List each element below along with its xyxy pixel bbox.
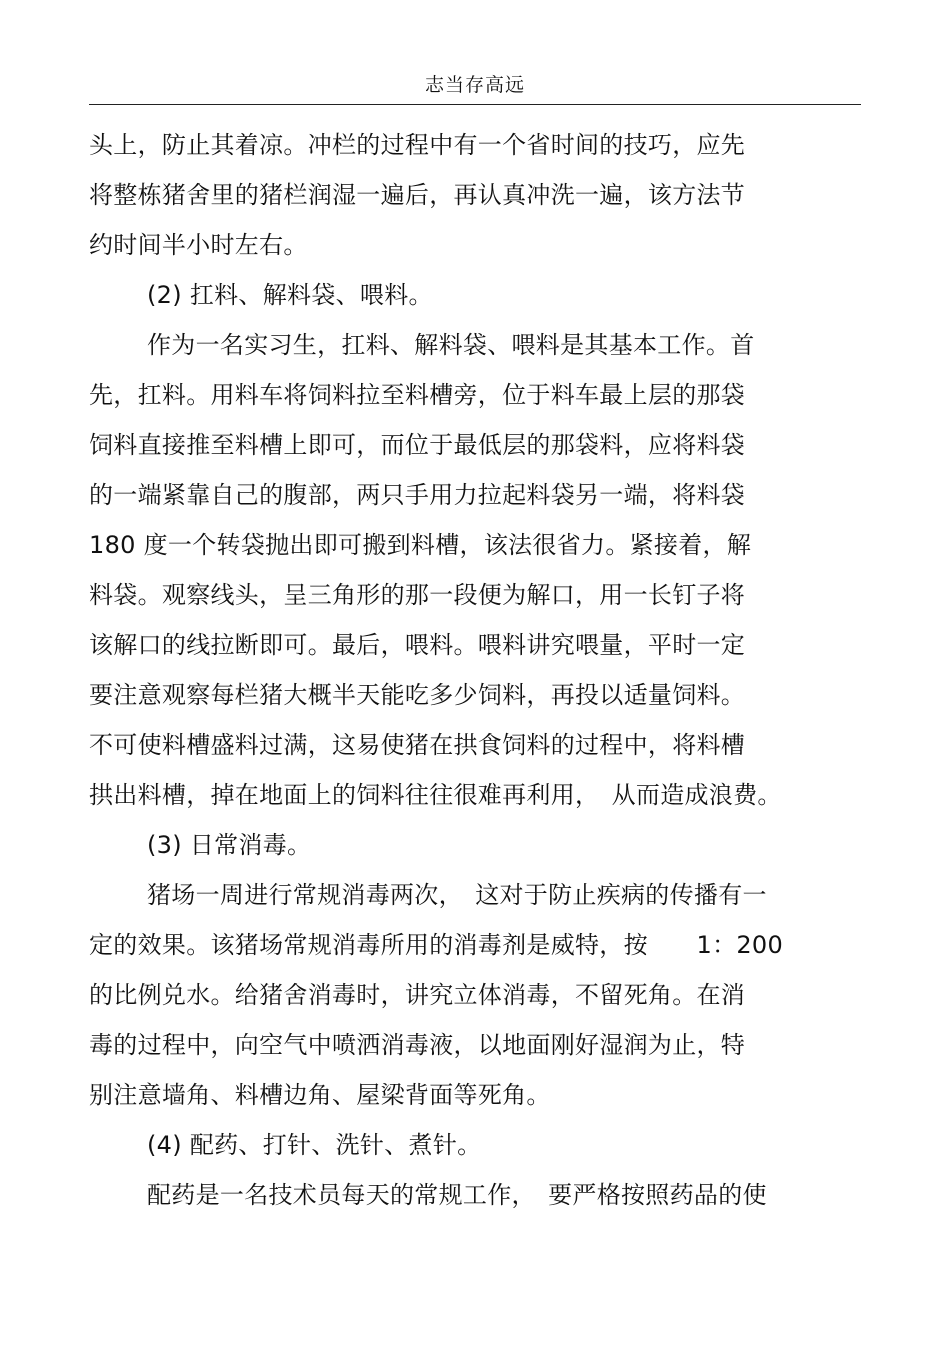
text-line: 约时间半小时左右。 xyxy=(89,231,308,259)
text-line: 的比例兑水。给猪舍消毒时，讲究立体消毒，不留死角。在消 xyxy=(89,981,746,1009)
section-heading: (2) 扛料、解料袋、喂料。 xyxy=(147,281,433,309)
text-line: 先，扛料。用料车将饲料拉至料槽旁，位于料车最上层的那袋 xyxy=(89,381,746,409)
text-line: 拱出料槽，掉在地面上的饲料往往很难再利用， 从而造成浪费。 xyxy=(89,781,782,809)
text-line: 该解口的线拉断即可。最后，喂料。喂料讲究喂量，平时一定 xyxy=(89,631,746,659)
text-line: 将整栋猪舍里的猪栏润湿一遍后，再认真冲洗一遍，该方法节 xyxy=(89,181,746,209)
section-heading: (3) 日常消毒。 xyxy=(147,831,312,859)
text-line: 猪场一周进行常规消毒两次， 这对于防止疾病的传播有一 xyxy=(147,881,767,909)
text-line: 定的效果。该猪场常规消毒所用的消毒剂是威特，按 1：200 xyxy=(89,931,784,959)
text-line: 作为一名实习生，扛料、解料袋、喂料是其基本工作。首 xyxy=(147,331,755,359)
text-line: 头上，防止其着凉。冲栏的过程中有一个省时间的技巧，应先 xyxy=(89,131,746,159)
text-line: 料袋。观察线头，呈三角形的那一段便为解口，用一长钉子将 xyxy=(89,581,746,609)
text-line: 饲料直接推至料槽上即可，而位于最低层的那袋料，应将料袋 xyxy=(89,431,746,459)
text-line: 毒的过程中，向空气中喷洒消毒液，以地面刚好湿润为止，特 xyxy=(89,1031,746,1059)
body-text xyxy=(89,120,869,1220)
text-line: 配药是一名技术员每天的常规工作， 要严格按照药品的使 xyxy=(147,1181,767,1209)
text-line: 要注意观察每栏猪大概半天能吃多少饲料，再投以适量饲料。 xyxy=(89,681,746,709)
text-line: 180 度一个转袋抛出即可搬到料槽，该法很省力。紧接着，解 xyxy=(89,531,752,559)
text-line: 不可使料槽盛料过满，这易使猪在拱食饲料的过程中，将料槽 xyxy=(89,731,746,759)
header-divider xyxy=(89,104,861,105)
text-line: 的一端紧靠自己的腹部，两只手用力拉起料袋另一端，将料袋 xyxy=(89,481,746,509)
text-line: 别注意墙角、料槽边角、屋梁背面等死角。 xyxy=(89,1081,551,1109)
page-header-title: 志当存高远 xyxy=(424,74,525,96)
section-heading: (4) 配药、打针、洗针、煮针。 xyxy=(147,1131,482,1159)
